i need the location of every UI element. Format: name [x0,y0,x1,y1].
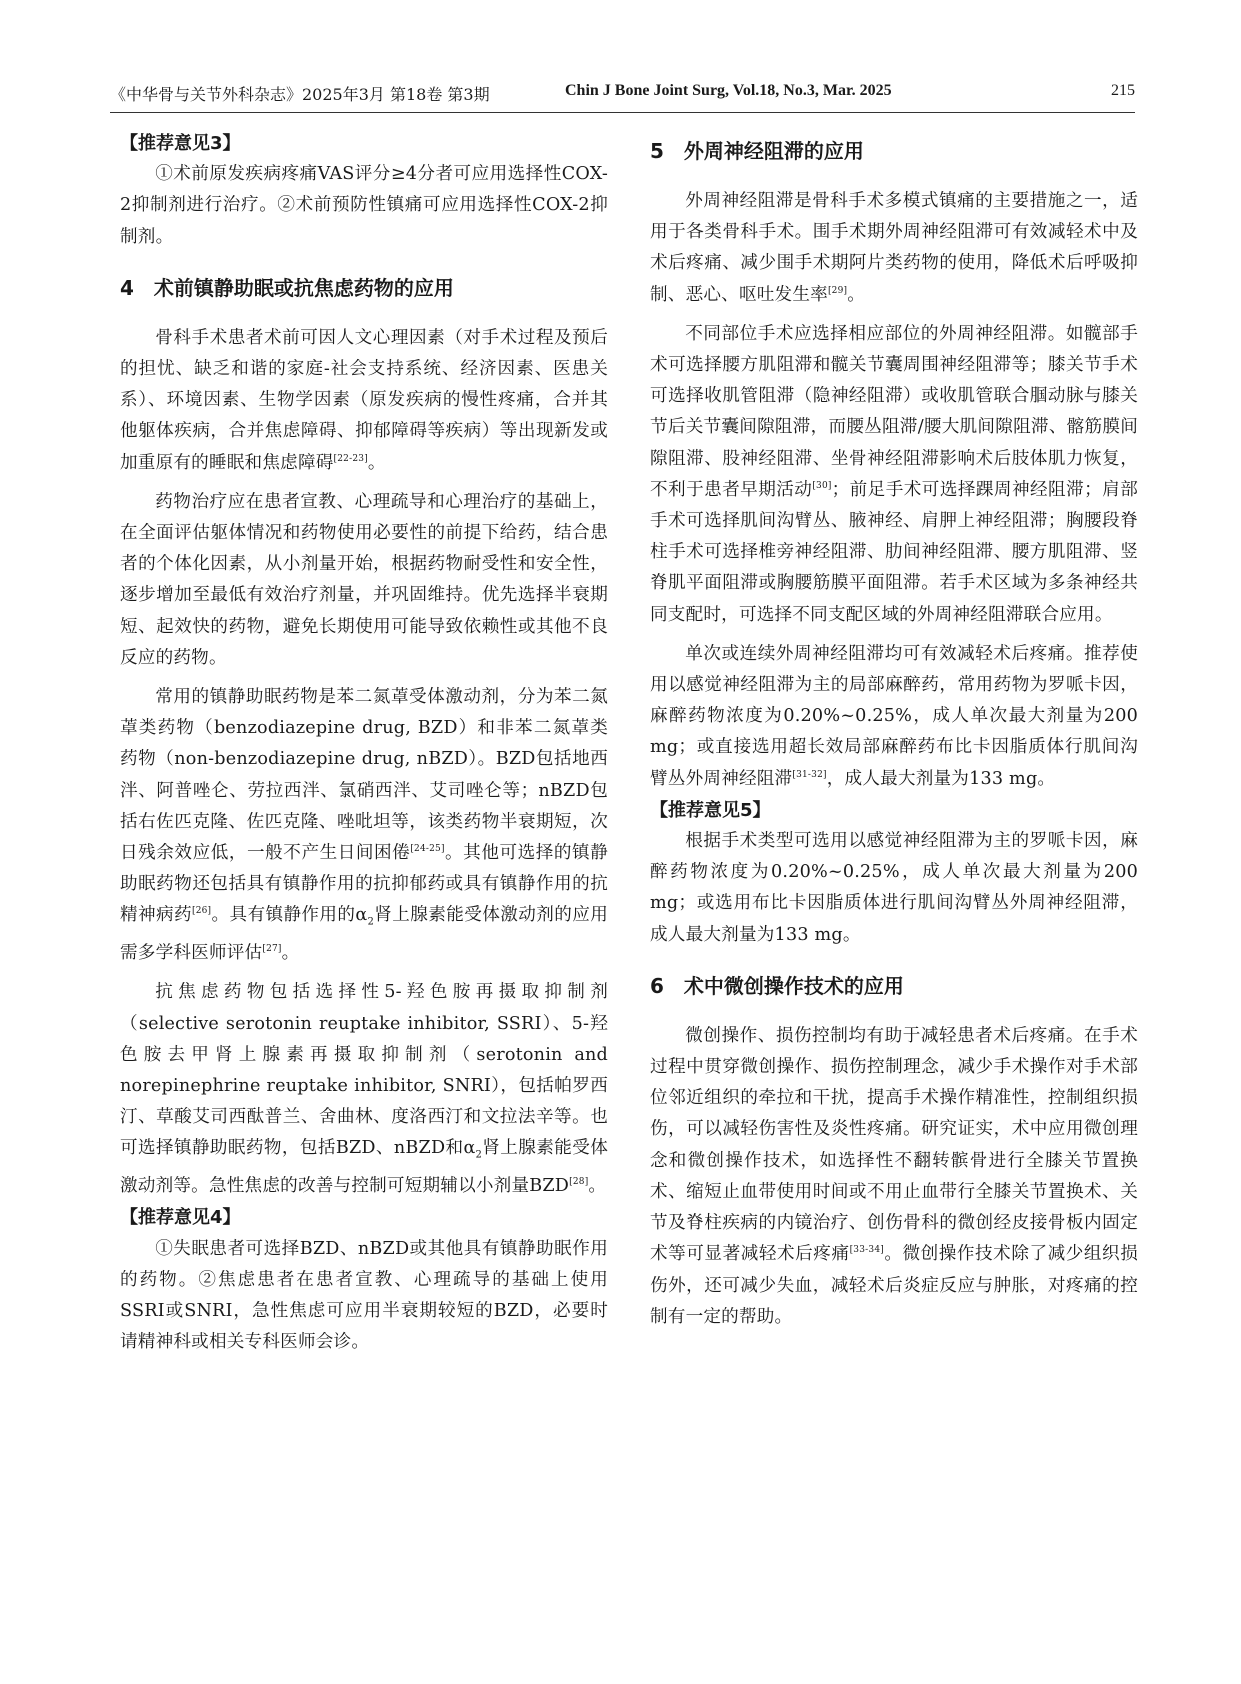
citation: [29] [827,285,848,296]
citation: [27] [262,944,282,955]
citation: [33-34] [849,1245,884,1256]
page-number: 215 [1111,82,1135,99]
citation: [28] [569,1177,589,1188]
section-6-heading: 6 术中微创操作技术的应用 [650,973,904,998]
citation: [22-23] [333,453,368,464]
recommendation-5-text: 根据手术类型可选用以感觉神经阻滞为主的罗哌卡因，麻醉药物浓度为0.20%~0.25%，成人单次最大剂量为200 mg；或选用布比卡因脂质体进行肌间沟臂丛外周神经阻滞，成人最大剂量为133 mg。 [650,831,1138,945]
right-column [650,128,1138,1333]
section-4-paragraph-3: 常用的镇静助眠药物是苯二氮䓬受体激动剂，分为苯二氮䓬类药物（benzodiazepine drug, BZD）和非苯二氮䓬类药物（non-benzodiazepine drug, nBZD）。BZD包括地西泮、阿普唑仑、劳拉西泮、氯硝西泮、艾司唑仑等；nBZD包括右佐匹克隆、佐匹克隆、唑吡坦等，该类药物半衰期短，次日残余效应低，一般不产生日间困倦[24-25]。其他可选择的镇静助眠药物还包括具有镇静作用的抗抑郁药或具有镇静作用的抗精神病药[26]。具有镇静作用的$\alpha_2$肾上腺素能受体激动剂的应用需多学科医师评估[27]。 [120,687,608,964]
recommendation-4-title: 【推荐意见4】 [120,1207,241,1229]
recommendation-4-text: ①失眠患者可选择BZD、nBZD或其他具有镇静助眠作用的药物。②焦虑患者在患者宣教、心理疏导的基础上使用SSRI或SNRI，急性焦虑可应用半衰期较短的BZD，必要时请精神科或相关专科医师会诊。 [120,1238,608,1353]
running-header [110,78,1135,113]
citation: [31-32] [792,769,827,780]
section-4-paragraph-1: 骨科手术患者术前可因人文心理因素（对手术过程及预后的担忧、缺乏和谐的家庭-社会支持系统、经济因素、医患关系）、环境因素、生物学因素（原发疾病的慢性疼痛，合并其他躯体疾病，合并焦虑障碍、抑郁障碍等疾病）等出现新发或加重原有的睡眠和焦虑障碍[22-23]。 [120,327,608,473]
section-5-paragraph-3: 单次或连续外周神经阻滞均可有效减轻术后疼痛。推荐使用以感觉神经阻滞为主的局部麻醉药，常用药物为罗哌卡因，麻醉药物浓度为0.20%~0.25%，成人单次最大剂量为200 mg；或直接选用超长效局部麻醉药布比卡因脂质体行肌间沟臂丛外周神经阻滞[31-32]，成人最大剂量为133 mg。 [650,643,1138,789]
citation: [26] [191,906,212,917]
recommendation-3-title: 【推荐意见3】 [120,133,241,154]
section-4-heading: 4 术前镇静助眠或抗焦虑药物的应用 [120,275,454,300]
section-4-paragraph-2: 药物治疗应在患者宣教、心理疏导和心理治疗的基础上，在全面评估躯体情况和药物使用必要性的前提下给药，结合患者的个体化因素，从小剂量开始，根据药物耐受性和安全性，逐步增加至最低有效治疗剂量，并巩固维持。优先选择半衰期短、起效快的药物，避免长期使用可能导致依赖性或其他不良反应的药物。 [120,491,608,668]
citation: [30] [812,480,832,491]
section-4-paragraph-4: 抗焦虑药物包括选择性5-羟色胺再摄取抑制剂（selective serotonin reuptake inhibitor, SSRI）、5-羟色胺去甲肾上腺素再摄取抑制剂（serotonin and norepinephrine reuptake inhibitor, SNRI），包括帕罗西汀、草酸艾司西酞普兰、舍曲林、度洛西汀和文拉法辛等。也可选择镇静助眠药物，包括BZD、nBZD和$\alpha_2$肾上腺素能受体激动剂等。急性焦虑的改善与控制可短期辅以小剂量BZD[28]。 [120,982,608,1197]
journal-title-cn: 《中华骨与关节外科杂志》2025年3月 第18卷 第3期 [110,85,490,104]
recommendation-5-title: 【推荐意见5】 [650,799,771,821]
section-6-paragraph-1: 微创操作、损伤控制均有助于减轻患者术后疼痛。在手术过程中贯穿微创操作、损伤控制理念，减少手术操作对手术部位邻近组织的牵拉和干扰，提高手术操作精准性，控制组织损伤，可以减轻伤害性及炎性疼痛。研究证实，术中应用微创理念和微创操作技术，如选择性不翻转髌骨进行全膝关节置换术、缩短止血带使用时间或不用止血带行全膝关节置换术、关节及脊柱疾病的内镜治疗、创伤骨科的微创经皮接骨板内固定术等可显著减轻术后疼痛[33-34]。微创操作技术除了减少组织损伤外，还可减少失血，减轻术后炎症反应与肿胀，对疼痛的控制有一定的帮助。 [650,1025,1138,1327]
recommendation-3-text: ①术前原发疾病疼痛VAS评分≥4分者可应用选择性COX-2抑制剂进行治疗。②术前预防性镇痛可应用选择性COX-2抑制剂。 [120,164,608,247]
journal-title-en: Chin J Bone Joint Surg, Vol.18, No.3, Mar. 2025 [565,82,892,99]
section-5-paragraph-1: 外周神经阻滞是骨科手术多模式镇痛的主要措施之一，适用于各类骨科手术。围手术期外周神经阻滞可有效减轻术中及术后疼痛、减少围手术期阿片类药物的使用，降低术后呼吸抑制、恶心、呕吐发生率[29]。 [650,191,1138,305]
section-5-paragraph-2: 不同部位手术应选择相应部位的外周神经阻滞。如髋部手术可选择腰方肌阻滞和髋关节囊周围神经阻滞等；膝关节手术可选择收肌管阻滞（隐神经阻滞）或收肌管联合腘动脉与膝关节后关节囊间隙阻滞，而腰丛阻滞/腰大肌间隙阻滞、髂筋膜间隙阻滞、股神经阻滞、坐骨神经阻滞影响术后肢体肌力恢复，不利于患者早期活动[30]；前足手术可选择踝周神经阻滞；肩部手术可选择肌间沟臂丛、腋神经、肩胛上神经阻滞；胸腰段脊柱手术可选择椎旁神经阻滞、肋间神经阻滞、腰方肌阻滞、竖脊肌平面阻滞或胸腰筋膜平面阻滞。若手术区域为多条神经共同支配时，可选择不同支配区域的外周神经阻滞联合应用。 [650,323,1138,625]
citation: [24-25] [410,844,445,855]
section-5-heading: 5 外周神经阻滞的应用 [650,139,864,163]
left-column [120,128,608,1358]
